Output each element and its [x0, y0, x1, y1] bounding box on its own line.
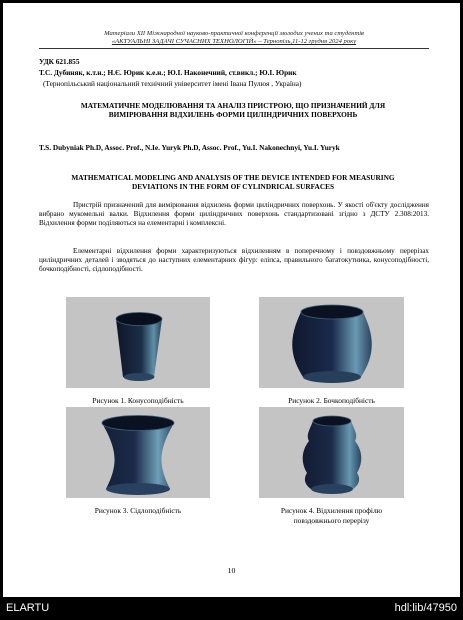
figure-4-caption-line1: Рисунок 4. Відхилення профілю — [280, 506, 383, 515]
udc-code: УДК 621.855 — [39, 57, 80, 66]
document-page — [3, 3, 460, 597]
paragraph-1: Пристрій призначений для вимірювання відхилень форми циліндричних поверхонь. У якості об'єкту дослідження вибрано мукомельні валки. Відхилення форми циліндричних поверхонь стандартизовані згідно з ДСТУ 2.308:2013. Відхилення форми поділяються на елементарні і комплексні. — [39, 201, 429, 228]
barrel-surface-icon — [259, 297, 404, 388]
handle-link[interactable]: hdl:lib/47950 — [394, 602, 457, 614]
figure-2-caption: Рисунок 2. Бочкоподібність — [288, 396, 375, 405]
figure-3-image — [66, 407, 210, 498]
title-ua: МАТЕМАТИЧНЕ МОДЕЛЮВАННЯ ТА АНАЛІЗ ПРИСТРОЮ, ЩО ПРИЗНАЧЕНИЙ ДЛЯ ВИМІРЮВАННЯ ВІДХИЛЕНЬ ФОРМИ ЦИЛІНДРИЧНИХ ПОВЕРХОНЬ — [80, 101, 386, 119]
authors-en: T.S. Dubyniak Ph.D, Assoc. Prof., N.Ie. Yuryk Ph.D, Assoc. Prof., Yu.I. Nakonechnyi, Yu.I. Yuryk — [39, 143, 340, 152]
figure-1-image — [66, 297, 210, 388]
cone-surface-icon — [66, 297, 210, 388]
paragraph-2: Елементарні відхилення форми характеризуються відхиленням в поперечному і повздовжньому перерізах циліндричних деталей і зводяться до наступних елементарних фігур: еліпса, правильного багатокутника, конусоподібності, бочкоподібності, сідлоподібності. — [39, 247, 429, 274]
saddle-surface-icon — [66, 407, 210, 498]
profile-deviation-surface-icon — [259, 407, 404, 498]
conference-header-line1: Матеріали ХІІ Міжнародної науково-практичної конференції молодих учених та студентів — [104, 30, 364, 37]
figure-3-caption: Рисунок 3. Сідлоподібність — [94, 506, 182, 515]
page-number: 10 — [227, 566, 236, 575]
authors-ua: Т.С. Дубиняк, к.т.н.; Н.Є. Юрик к.е.н.; Ю.І. Наконечний, ст.викл.; Ю.І. Юрик — [39, 68, 297, 77]
affiliation: (Тернопільський національний технічний університет імені Івана Пулюя , Україна) — [43, 79, 302, 88]
conference-header-line2: «АКТУАЛЬНІ ЗАДАЧІ СУЧАСНИХ ТЕХНОЛОГІЙ» – Тернопіль,11-12 грудня 2024 року — [111, 38, 357, 45]
figure-1-caption: Рисунок 1. Конусоподібність — [92, 396, 184, 405]
repository-footer — [0, 597, 463, 620]
title-en: MATHEMATICAL MODELING AND ANALYSIS OF THE DEVICE INTENDED FOR MEASURING DEVIATIONS IN THE FORM OF CYLINDRICAL SURFACES — [71, 173, 395, 191]
figure-2-image — [259, 297, 404, 388]
figure-4-image — [259, 407, 404, 498]
header-rule — [39, 48, 429, 49]
repository-name: ELARTU — [6, 602, 50, 614]
figure-4-caption-line2: повздовжнього перерізу — [293, 516, 370, 525]
